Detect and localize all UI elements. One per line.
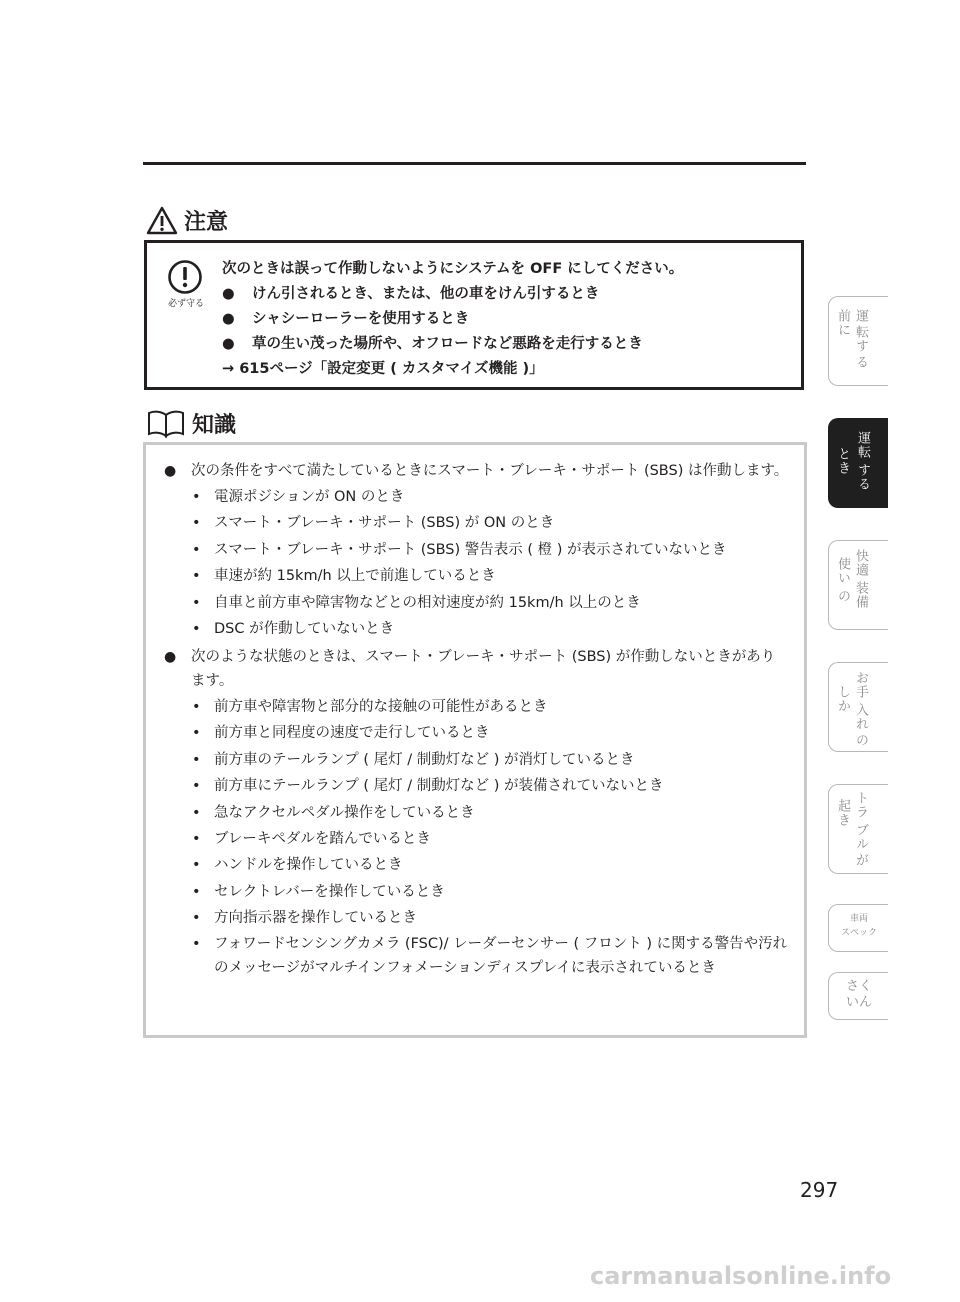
bullet-icon: ● [222, 336, 235, 352]
caution-page-reference[interactable]: → 615ページ「設定変更 ( カスタマイズ機能 )」 [222, 361, 544, 377]
tab-label-col: 使い [835, 557, 850, 585]
tab-label-line: さく [845, 979, 872, 994]
list-item: • 急なアクセルペダル操作をしているとき [191, 801, 789, 825]
tab-maintenance[interactable] [828, 662, 888, 752]
tab-while-driving[interactable] [828, 418, 888, 508]
tab-label-col: る [853, 355, 868, 369]
tab-label-col: 入れ [853, 703, 868, 731]
list-item: • スマート・ブレーキ・サポート (SBS) が ON のとき [191, 511, 789, 535]
bullet-icon: ● [164, 463, 177, 479]
list-item: • 車速が約 15km/h 以上で前進しているとき [191, 564, 789, 588]
list-item: • ブレーキペダルを踏んでいるとき [191, 827, 789, 851]
bullet-icon: ● [164, 648, 177, 665]
tab-label-line: スペック [840, 928, 877, 938]
warning-triangle-icon [146, 206, 178, 236]
knowledge-list [164, 459, 789, 984]
caution-bullet-text: けん引されるとき、または、他の車をけん引するとき [252, 286, 600, 302]
knowledge-heading [146, 408, 236, 439]
list-item: • 前方車と同程度の速度で走行しているとき [191, 721, 789, 745]
knowledge-item-text: 次のような状態のときは、スマート・ブレーキ・サポート (SBS) が作動しないときがあります。 [191, 648, 776, 689]
tab-label-col: トラ [853, 791, 868, 819]
list-item: • DSC が作動していないとき [191, 617, 789, 641]
list-item: • 前方車のテールランプ ( 尾灯 / 制動灯など ) が消灯しているとき [191, 748, 789, 772]
knowledge-title: 知識 [192, 413, 237, 438]
caution-text [222, 257, 792, 382]
header-rule [143, 162, 806, 165]
knowledge-sublist [191, 485, 789, 641]
knowledge-sublist [191, 695, 789, 981]
tab-label-col: 装備 [853, 581, 868, 609]
knowledge-item [164, 459, 789, 641]
list-item: • 自車と前方車や障害物などとの相対速度が約 15km/h 以上のとき [191, 591, 789, 615]
tab-label-col: ブル [853, 823, 868, 851]
caution-bullet-text: 草の生い茂った場所や、オフロードなど悪路を走行するとき [252, 336, 643, 352]
tab-comfort-features[interactable] [828, 540, 888, 630]
caution-title: 注意 [184, 210, 229, 235]
watermark: carmanualsonline.info [590, 1262, 892, 1290]
page-number: 297 [800, 1178, 839, 1202]
tab-label-col: 前に [835, 309, 850, 337]
tab-label-col: する [855, 463, 870, 491]
bullet-icon: ● [222, 311, 235, 327]
list-item: • フォワードセンシングカメラ (FSC)/ レーダーセンサー ( フロント ) に関する警告や汚れのメッセージがマルチインフォメーションディスプレイに表示されているとき [191, 932, 789, 980]
list-item: • 方向指示器を操作しているとき [191, 906, 789, 930]
list-item: • 電源ポジションが ON のとき [191, 485, 789, 509]
tab-label-col: 起き [835, 799, 850, 827]
knowledge-item-text: 次の条件をすべて満たしているときにスマート・ブレーキ・サポート (SBS) は作動します。 [191, 463, 789, 479]
knowledge-box [143, 442, 807, 1038]
bullet-icon: ● [222, 286, 235, 302]
caution-box [144, 240, 804, 390]
caution-heading [146, 205, 228, 236]
caution-intro: 次のときは誤って作動しないようにシステムを OFF にしてください。 [222, 261, 684, 277]
tab-label-line: 車両 [849, 914, 868, 924]
chapter-index-tabs [828, 0, 888, 1302]
caution-bullet [222, 307, 792, 332]
tab-label-col: の [835, 589, 850, 603]
tab-index[interactable] [828, 972, 888, 1020]
exclamation-circle-icon [167, 259, 203, 295]
tab-label-line: いん [845, 995, 872, 1010]
caution-bullet [222, 282, 792, 307]
list-item: • スマート・ブレーキ・サポート (SBS) 警告表示 ( 橙 ) が表示されていないとき [191, 538, 789, 562]
caution-bullet-text: シャシーローラーを使用するとき [252, 311, 470, 327]
tab-before-driving[interactable] [828, 296, 888, 386]
tab-label-col: しか [835, 685, 850, 713]
tab-label-col: 運 [853, 309, 868, 323]
list-item: • ハンドルを操作しているとき [191, 853, 789, 877]
list-item: • 前方車や障害物と部分的な接触の可能性があるとき [191, 695, 789, 719]
tab-label-col: お手 [853, 671, 868, 699]
tab-specifications[interactable] [828, 904, 888, 952]
open-book-icon [146, 409, 186, 439]
list-item: • 前方車にテールランプ ( 尾灯 / 制動灯など ) が装備されていないとき [191, 774, 789, 798]
tab-label-col: とき [835, 447, 850, 475]
tab-label-col: が [853, 853, 868, 867]
tab-label-col: の [853, 733, 868, 747]
tab-troubleshooting[interactable] [828, 784, 888, 874]
caution-bullet [222, 332, 792, 357]
tab-label-col: 転す [853, 325, 868, 353]
tab-label-col: 快適 [853, 549, 868, 577]
tab-label-col: 運転 [855, 431, 870, 459]
knowledge-item [164, 645, 789, 981]
must-follow-label: 必ず守る [167, 299, 204, 309]
list-item: • セレクトレバーを操作しているとき [191, 880, 789, 904]
